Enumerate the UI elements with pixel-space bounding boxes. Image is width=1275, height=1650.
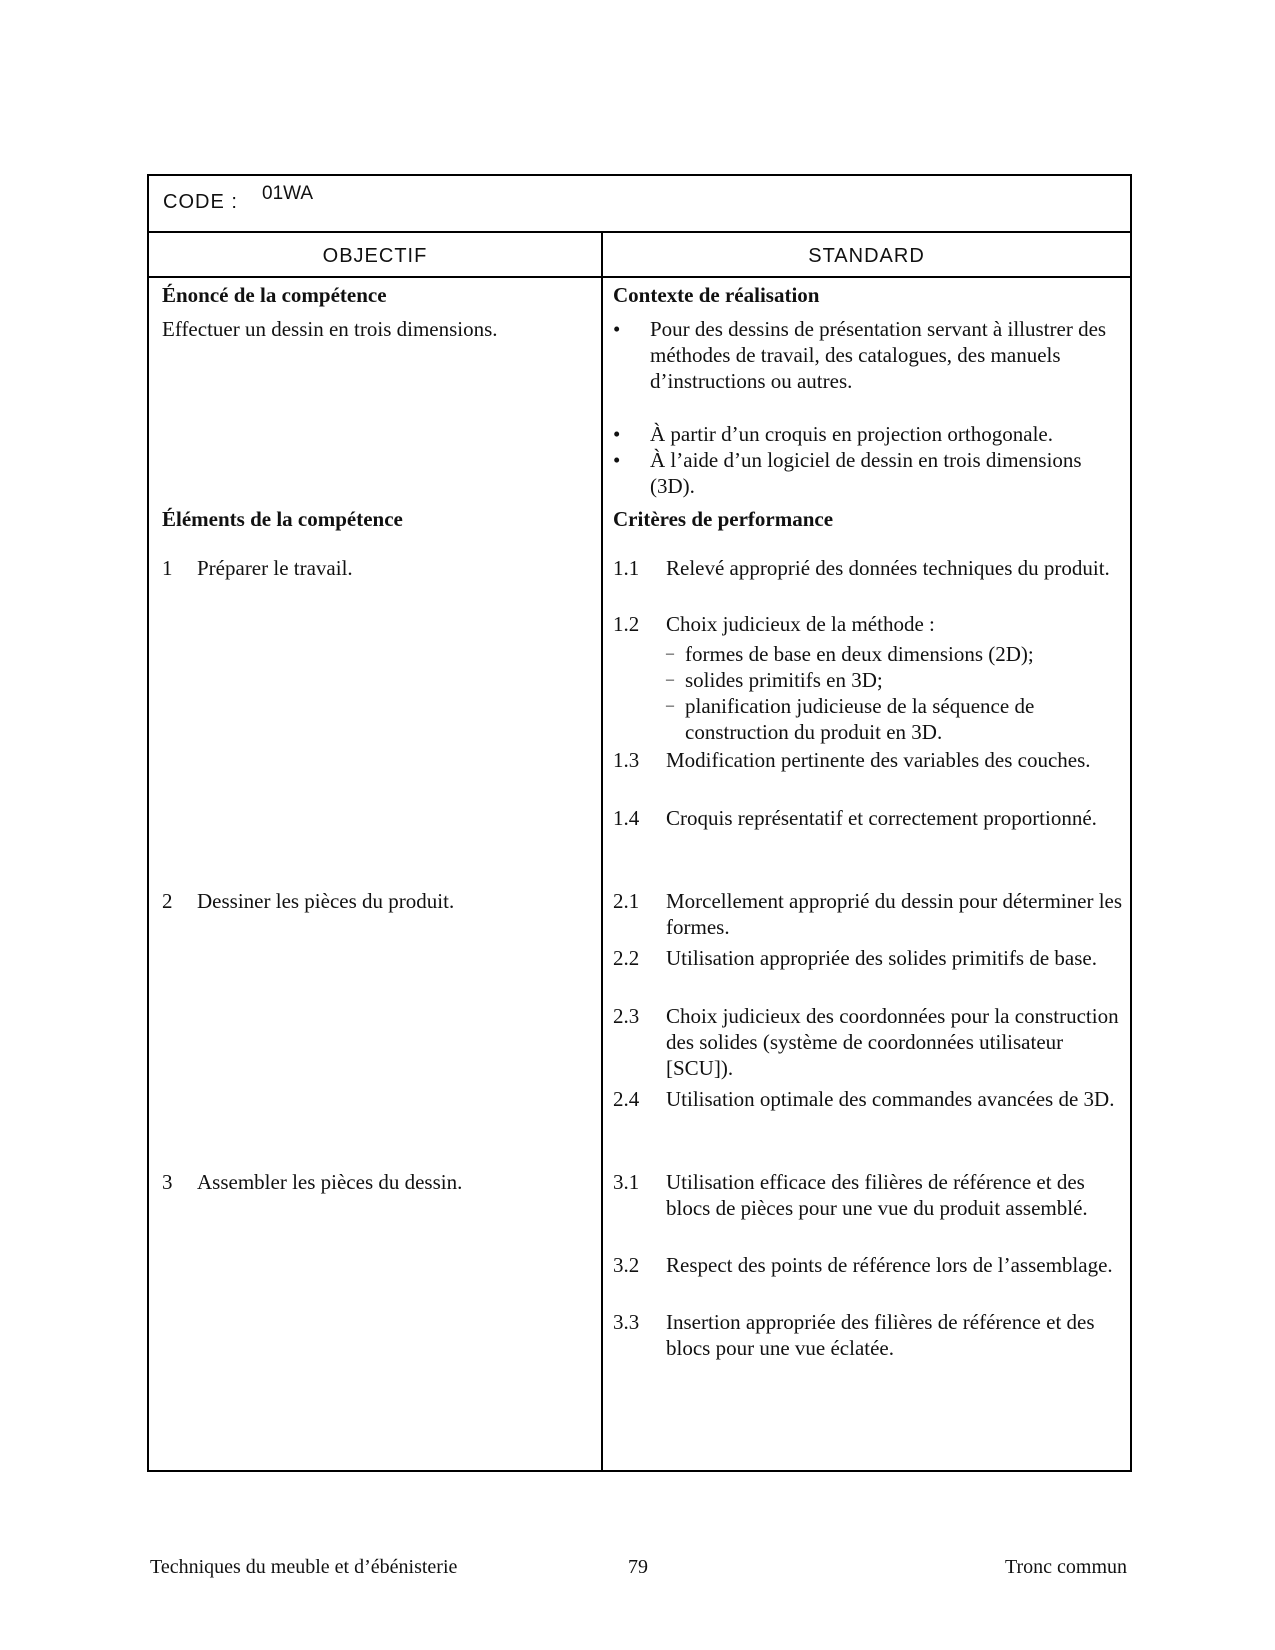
contexte-item [613, 316, 1123, 394]
element-text: Assembler les pièces du dessin. [197, 1170, 463, 1194]
critere-item [613, 805, 1123, 831]
critere-subitem [666, 667, 1123, 693]
bullet-icon: • [613, 422, 621, 446]
critere-text: Relevé approprié des données techniques du produit. [666, 556, 1110, 580]
dash-icon: – [666, 645, 674, 662]
critere-item [613, 1086, 1123, 1112]
dash-icon: – [666, 671, 674, 688]
critere-item [613, 747, 1123, 773]
critere-text: Modification pertinente des variables des couches. [666, 748, 1091, 772]
critere-text: Utilisation optimale des commandes avancées de 3D. [666, 1087, 1115, 1111]
critere-item [613, 1003, 1123, 1081]
critere-item [613, 888, 1123, 940]
critere-item [613, 555, 1123, 581]
element-item [162, 888, 454, 914]
column-header-objectif: OBJECTIF [322, 245, 428, 267]
footer-program: Techniques du meuble et d’ébénisterie [150, 1556, 458, 1578]
critere-text: Utilisation efficace des filières de référence et des blocs de pièces pour une vue du produit assemblé. [666, 1170, 1088, 1220]
critere-number: 2.1 [613, 889, 640, 913]
enonce-heading: Énoncé de la compétence [162, 283, 387, 307]
critere-text: Insertion appropriée des filières de référence et des blocs pour une vue éclatée. [666, 1310, 1095, 1360]
critere-item [613, 611, 1123, 745]
divider [149, 231, 1130, 233]
critere-number: 1.4 [613, 806, 640, 830]
contexte-text: À partir d’un croquis en projection orthogonale. [650, 422, 1053, 446]
critere-text: Utilisation appropriée des solides primitifs de base. [666, 946, 1097, 970]
divider [149, 276, 1130, 278]
column-header-standard: STANDARD [808, 245, 925, 267]
critere-number: 2.4 [613, 1087, 640, 1111]
critere-subitem [666, 641, 1123, 667]
subitem-text: solides primitifs en 3D; [685, 668, 883, 692]
critere-text: Choix judicieux des coordonnées pour la construction des solides (système de coordonnées utilisateur [SCU]). [666, 1004, 1119, 1080]
critere-item [613, 1252, 1123, 1278]
contexte-item [613, 421, 1123, 447]
subitem-text: formes de base en deux dimensions (2D); [685, 642, 1034, 666]
subitem-text: planification judicieuse de la séquence de construction du produit en 3D. [685, 694, 1035, 744]
code-value: 01WA [262, 183, 314, 204]
critere-number: 3.3 [613, 1310, 640, 1334]
critere-number: 2.2 [613, 946, 640, 970]
critere-text: Croquis représentatif et correctement proportionné. [666, 806, 1097, 830]
critere-number: 1.1 [613, 556, 640, 580]
element-item [162, 1169, 462, 1195]
critere-text: Respect des points de référence lors de l’assemblage. [666, 1253, 1113, 1277]
critere-number: 3.2 [613, 1253, 640, 1277]
element-item [162, 555, 353, 581]
element-number: 2 [162, 889, 173, 913]
contexte-text: À l’aide d’un logiciel de dessin en trois dimensions (3D). [650, 448, 1082, 498]
critere-text: Choix judicieux de la méthode : [666, 612, 935, 636]
dash-icon: – [666, 697, 674, 714]
critere-item [613, 945, 1123, 971]
critere-subitem [666, 693, 1123, 745]
critere-number: 2.3 [613, 1004, 640, 1028]
criteres-heading: Critères de performance [613, 507, 834, 531]
contexte-text: Pour des dessins de présentation servant à illustrer des méthodes de travail, des catalogues, des manuels d’instructions ou autres. [650, 317, 1107, 393]
footer-page-number: 79 [628, 1556, 648, 1578]
footer-section: Tronc commun [1004, 1556, 1127, 1578]
bullet-icon: • [613, 317, 621, 341]
critere-text: Morcellement approprié du dessin pour déterminer les formes. [666, 889, 1123, 939]
critere-item [613, 1309, 1123, 1361]
elements-heading: Éléments de la compétence [162, 507, 403, 531]
contexte-item [613, 447, 1123, 499]
column-divider [601, 232, 603, 1470]
element-text: Préparer le travail. [197, 556, 353, 580]
critere-number: 1.2 [613, 612, 640, 636]
code-label: CODE : [163, 191, 238, 213]
element-number: 1 [162, 556, 173, 580]
critere-number: 1.3 [613, 748, 640, 772]
critere-item [613, 1169, 1123, 1221]
critere-number: 3.1 [613, 1170, 640, 1194]
element-text: Dessiner les pièces du produit. [197, 889, 455, 913]
element-number: 3 [162, 1170, 173, 1194]
bullet-icon: • [613, 448, 621, 472]
contexte-heading: Contexte de réalisation [613, 283, 820, 307]
enonce-text: Effectuer un dessin en trois dimensions. [162, 317, 498, 341]
